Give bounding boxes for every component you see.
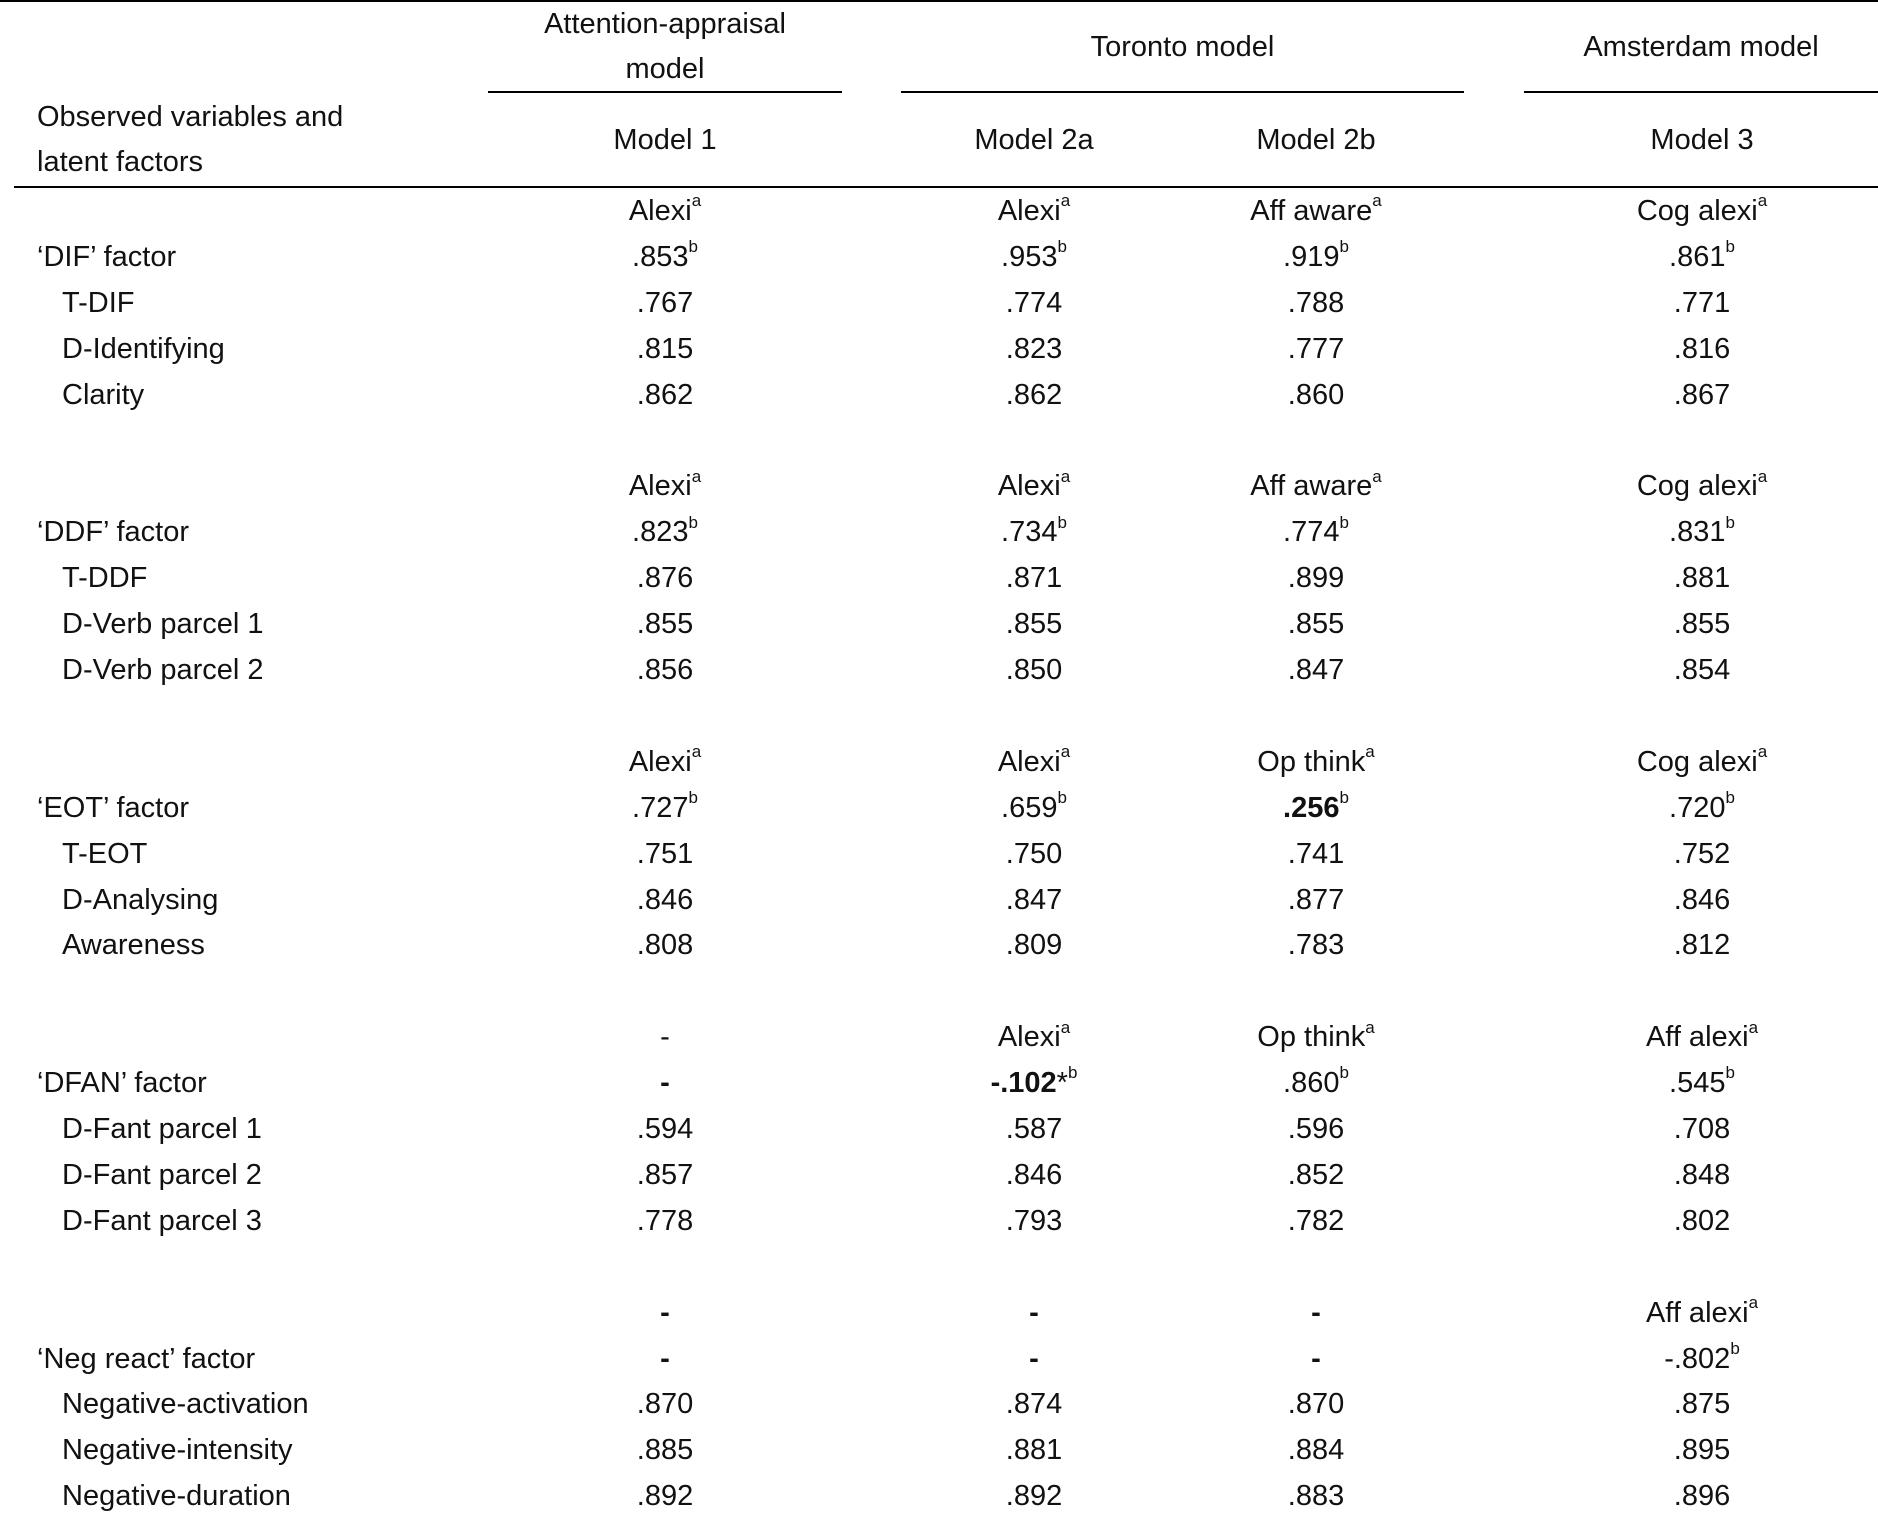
loading-value [637, 922, 693, 968]
cell-value: .855 [1287, 608, 1345, 641]
loading-value [1288, 326, 1344, 372]
loading-value [1006, 1427, 1062, 1473]
row-label-header-line: latent factors [37, 146, 204, 178]
factor-loading [1669, 234, 1735, 280]
footnote-marker: a [1060, 191, 1071, 211]
loading-value [1288, 280, 1344, 326]
variable-label: Negative-duration [62, 1480, 291, 1513]
loading-value [1288, 1427, 1344, 1473]
footnote-marker: a [1365, 742, 1375, 762]
group-label-line: Toronto model [1090, 31, 1275, 63]
loading-value [637, 1152, 693, 1198]
cell-value: .852 [1287, 1158, 1345, 1191]
cell-value: .896 [1673, 1480, 1731, 1513]
cell-value: Alexi [997, 1021, 1061, 1054]
factor-loading [1001, 509, 1067, 555]
loading-value [637, 831, 693, 877]
cell-value: .899 [1287, 562, 1345, 595]
factor-loading [1664, 1336, 1740, 1382]
cell-value: .587 [1005, 1113, 1063, 1145]
footnote-marker: a [1757, 191, 1768, 211]
cell-value: Aff aware [1250, 195, 1373, 227]
variable-label: D-Verb parcel 2 [62, 654, 264, 686]
loading-value [637, 647, 693, 693]
footnote-marker: a [691, 191, 702, 211]
loading-value [1674, 1427, 1730, 1473]
cell-value: .751 [636, 837, 694, 870]
loading-value [1288, 647, 1344, 693]
cell-value: .812 [1673, 929, 1731, 962]
cell-value: Alexi [997, 195, 1061, 227]
factor-name [998, 1014, 1070, 1060]
variable-label: T-DIF [62, 286, 135, 319]
factor-name [660, 1014, 670, 1060]
loading-value [1006, 280, 1062, 326]
cell-value: .861 [1669, 240, 1726, 273]
factor-loading [1283, 509, 1349, 555]
footnote-marker: b [1339, 1063, 1349, 1083]
cell-value: .823 [1005, 332, 1063, 365]
loading-value [1288, 922, 1344, 968]
cell-value: .727 [632, 791, 689, 824]
cell-value: Cog alexi [1636, 745, 1758, 778]
cell-value: .847 [1005, 883, 1063, 916]
factor-name [998, 188, 1070, 234]
cell-value: - [660, 1296, 670, 1329]
cell-value: .855 [1673, 608, 1731, 641]
cell-value: Alexi [997, 470, 1061, 503]
loading-value [1288, 555, 1344, 601]
loading-value [1674, 877, 1730, 923]
loading-value [1288, 1198, 1344, 1244]
footnote-marker: a [1060, 742, 1071, 762]
cell-value: .855 [1005, 608, 1063, 641]
significance-marker: * [1056, 1067, 1068, 1100]
loading-value [1674, 555, 1730, 601]
cell-value: .774 [1005, 286, 1063, 319]
cell-value: .816 [1673, 332, 1731, 365]
factor-name [1646, 1014, 1758, 1060]
loading-value [1674, 1198, 1730, 1244]
group-underline [488, 91, 842, 93]
loading-value [1674, 1106, 1730, 1152]
cell-value: .847 [1287, 654, 1345, 686]
factor-name [1250, 188, 1381, 234]
footnote-marker: a [1748, 1292, 1759, 1312]
cell-value: .885 [636, 1434, 694, 1467]
variable-label: Negative-intensity [62, 1434, 293, 1467]
footnote-marker: a [691, 466, 702, 486]
model-header: Model 2b [1256, 124, 1376, 156]
factor-loading [1311, 1336, 1321, 1382]
loading-value [637, 601, 693, 647]
loading-value [637, 1106, 693, 1152]
footnote-marker: a [1365, 1017, 1375, 1037]
footnote-marker: a [1060, 1017, 1071, 1037]
footnote-marker: b [1725, 1063, 1735, 1083]
cell-value: Alexi [628, 470, 692, 503]
cell-value: - [1311, 1342, 1321, 1375]
cell-value: - [1311, 1296, 1321, 1329]
loading-value [637, 1427, 693, 1473]
footnote-marker: a [1060, 466, 1071, 486]
cell-value: .777 [1287, 332, 1345, 365]
cell-value: - [1029, 1296, 1039, 1329]
cell-value: .767 [636, 286, 694, 319]
cell-value: Alexi [628, 745, 692, 778]
cell-value: .892 [636, 1480, 694, 1513]
footnote-marker: b [1725, 512, 1735, 532]
variable-label: D-Analysing [62, 883, 219, 916]
group-underline [1524, 91, 1878, 93]
factor-name [629, 463, 701, 509]
footnote-marker: a [1757, 466, 1768, 486]
factor-name [629, 739, 701, 785]
cell-value: .892 [1005, 1480, 1063, 1513]
cell-value: .877 [1287, 883, 1345, 916]
factor-loading [632, 785, 698, 831]
cell-value: .808 [636, 929, 694, 962]
cell-value: - [660, 1067, 670, 1100]
cell-value: .815 [636, 332, 694, 365]
cell-value: .596 [1287, 1113, 1345, 1145]
cell-value: .883 [1287, 1480, 1345, 1513]
factor-loading [1001, 785, 1067, 831]
cell-value: .823 [632, 516, 689, 549]
cell-value: .884 [1287, 1434, 1345, 1467]
loading-value [1674, 647, 1730, 693]
loading-value [1006, 372, 1062, 418]
group-header-toronto [901, 25, 1464, 70]
loading-value [637, 1473, 693, 1519]
factor-name [1250, 463, 1381, 509]
footnote-marker: b [1057, 788, 1067, 808]
factor-label: ‘DDF’ factor [37, 516, 189, 549]
factor-label: ‘EOT’ factor [37, 791, 190, 824]
cell-value: .848 [1673, 1158, 1731, 1191]
cell-value: .782 [1287, 1204, 1345, 1237]
footnote-marker: b [1339, 788, 1349, 808]
factor-name [629, 188, 701, 234]
cell-value: .870 [636, 1388, 694, 1421]
footnote-marker: b [1067, 1063, 1078, 1083]
cell-value: Aff alexi [1645, 1021, 1749, 1054]
loading-value [1288, 372, 1344, 418]
cell-value: Alexi [997, 745, 1061, 778]
loading-value [1006, 831, 1062, 877]
footnote-marker: a [1372, 466, 1382, 486]
factor-label: ‘Neg react’ factor [37, 1342, 256, 1375]
loading-value [1674, 372, 1730, 418]
cell-value: .846 [636, 883, 694, 916]
row-label-header [37, 95, 343, 185]
cell-value: .895 [1673, 1434, 1731, 1467]
variable-label: Negative-activation [62, 1388, 309, 1421]
factor-name [1029, 1290, 1039, 1336]
cell-value: .953 [1001, 240, 1058, 273]
footnote-marker: b [688, 788, 698, 808]
cell-value: .870 [1287, 1388, 1345, 1421]
loading-value [1674, 1473, 1730, 1519]
loading-value [1288, 877, 1344, 923]
loading-value [637, 326, 693, 372]
loading-value [1674, 1152, 1730, 1198]
factor-loading [1283, 234, 1349, 280]
footnote-marker: a [1757, 742, 1768, 762]
top-rule [0, 0, 1878, 2]
variable-label: D-Fant parcel 2 [62, 1158, 262, 1191]
factor-name [1257, 739, 1374, 785]
loading-value [1674, 1381, 1730, 1427]
cell-value: .793 [1005, 1204, 1063, 1237]
loading-value [637, 1381, 693, 1427]
cell-value: .741 [1287, 837, 1345, 870]
cell-value: Op think [1257, 1021, 1366, 1054]
model-header: Model 1 [613, 124, 717, 156]
cell-value: Aff aware [1250, 470, 1373, 503]
cell-value: .874 [1005, 1388, 1063, 1421]
cell-value: .788 [1287, 286, 1345, 319]
footnote-marker: b [1725, 237, 1735, 257]
loading-value [1006, 647, 1062, 693]
cell-value: Cog alexi [1636, 195, 1758, 227]
cell-value: - [660, 1342, 670, 1375]
model-header: Model 2a [974, 124, 1094, 156]
loading-value [637, 1198, 693, 1244]
model-header: Model 3 [1650, 124, 1754, 156]
loading-value [1288, 1381, 1344, 1427]
cell-value: .875 [1673, 1388, 1731, 1421]
cell-value: .831 [1669, 516, 1726, 549]
cell-value: .855 [636, 608, 694, 641]
cell-value: .809 [1005, 929, 1063, 962]
loading-value [1006, 1106, 1062, 1152]
loading-value [1006, 555, 1062, 601]
loading-value [1006, 326, 1062, 372]
group-header-amsterdam [1524, 25, 1878, 70]
cell-value: .256 [1283, 791, 1340, 824]
factor-loading [1669, 1060, 1735, 1106]
cell-value: .853 [632, 240, 689, 273]
loading-value [1288, 831, 1344, 877]
cell-value: -.802 [1664, 1342, 1731, 1375]
factor-name [1646, 1290, 1758, 1336]
cell-value: .750 [1005, 837, 1063, 870]
cell-value: .860 [1287, 378, 1345, 411]
variable-label: T-EOT [62, 837, 148, 870]
cell-value: .545 [1669, 1067, 1726, 1100]
variable-label: D-Fant parcel 1 [62, 1113, 262, 1145]
loading-value [1006, 922, 1062, 968]
footnote-marker: b [1339, 237, 1349, 257]
group-underline [901, 91, 1464, 93]
factor-loading [991, 1060, 1078, 1106]
cell-value: .778 [636, 1204, 694, 1237]
factor-loading [1001, 234, 1067, 280]
loading-value [1006, 1381, 1062, 1427]
factor-loading [632, 234, 698, 280]
header-rule [14, 186, 1878, 188]
footnote-marker: a [691, 742, 702, 762]
factor-loading [660, 1336, 670, 1382]
factor-loading [632, 509, 698, 555]
factor-name [998, 739, 1070, 785]
variable-label: D-Verb parcel 1 [62, 608, 264, 641]
loading-value [1006, 601, 1062, 647]
cell-value: .708 [1673, 1113, 1731, 1145]
footnote-marker: a [1748, 1017, 1759, 1037]
group-label-line: Amsterdam model [1583, 31, 1819, 63]
cell-value: .867 [1673, 378, 1731, 411]
cell-value: .850 [1005, 654, 1063, 686]
cell-value: .860 [1283, 1067, 1340, 1100]
factor-loading [1283, 785, 1349, 831]
group-header-attention-appraisal [488, 2, 842, 92]
cell-value: .857 [636, 1158, 694, 1191]
footnote-marker: b [1730, 1338, 1740, 1358]
factor-loading [1669, 509, 1735, 555]
cell-value: .771 [1673, 286, 1731, 319]
cell-value: Op think [1257, 745, 1366, 778]
factor-loading [1029, 1336, 1039, 1382]
variable-label: Awareness [62, 929, 205, 962]
factor-name [660, 1290, 670, 1336]
group-label-line: Attention-appraisal [544, 8, 786, 40]
cell-value: .752 [1673, 837, 1731, 870]
factor-loading [1283, 1060, 1349, 1106]
loading-value [1674, 326, 1730, 372]
cell-value: .856 [636, 654, 694, 686]
loading-value [1006, 877, 1062, 923]
cell-value: .659 [1001, 791, 1058, 824]
footnote-marker: b [688, 237, 698, 257]
variable-label: T-DDF [62, 562, 148, 595]
footnote-marker: b [1339, 512, 1349, 532]
cell-value: .720 [1669, 791, 1726, 824]
cell-value: .854 [1673, 654, 1731, 686]
cell-value: .881 [1673, 562, 1731, 595]
cell-value: .846 [1005, 1158, 1063, 1191]
loading-value [1006, 1152, 1062, 1198]
factor-name [998, 463, 1070, 509]
row-label-header-line: Observed variables and [37, 101, 344, 133]
footnote-marker: b [1725, 788, 1735, 808]
loading-value [1288, 1152, 1344, 1198]
loading-value [1674, 601, 1730, 647]
cell-value: .594 [636, 1113, 694, 1145]
cell-value: .881 [1005, 1434, 1063, 1467]
loading-value [637, 372, 693, 418]
loading-value [637, 877, 693, 923]
cell-value: .862 [636, 378, 694, 411]
factor-loading [660, 1060, 670, 1106]
cell-value: .734 [1001, 516, 1058, 549]
cell-value: .846 [1673, 883, 1731, 916]
cell-value: Alexi [628, 195, 692, 227]
cell-value: .862 [1005, 378, 1063, 411]
factor-name [1257, 1014, 1374, 1060]
loading-value [1674, 831, 1730, 877]
cell-value: .783 [1287, 929, 1345, 962]
factor-loading [1669, 785, 1735, 831]
group-label-line: model [625, 53, 705, 85]
cell-value: Aff alexi [1645, 1296, 1749, 1329]
factor-name [1637, 739, 1767, 785]
factor-name [1637, 188, 1767, 234]
loading-value [1006, 1198, 1062, 1244]
loading-value [1674, 922, 1730, 968]
footnote-marker: b [688, 512, 698, 532]
variable-label: D-Identifying [62, 332, 225, 365]
cell-value: .774 [1283, 516, 1340, 549]
variable-label: D-Fant parcel 3 [62, 1204, 262, 1237]
footnote-marker: b [1057, 512, 1067, 532]
cell-value: -.102 [990, 1067, 1057, 1100]
factor-name [1311, 1290, 1321, 1336]
loading-value [1288, 601, 1344, 647]
variable-label: Clarity [62, 378, 145, 411]
loading-value [1288, 1473, 1344, 1519]
loading-value [1288, 1106, 1344, 1152]
footnote-marker: a [1372, 191, 1382, 211]
cell-value: .802 [1673, 1204, 1731, 1237]
loading-value [637, 280, 693, 326]
loading-value [637, 555, 693, 601]
cell-value: - [1029, 1342, 1039, 1375]
cell-value: .919 [1283, 240, 1340, 273]
cell-value: .876 [636, 562, 694, 595]
loading-value [1006, 1473, 1062, 1519]
footnote-marker: b [1057, 237, 1067, 257]
factor-label: ‘DIF’ factor [37, 240, 177, 273]
cell-value: Cog alexi [1636, 470, 1758, 503]
factor-name [1637, 463, 1767, 509]
factor-label: ‘DFAN’ factor [37, 1067, 207, 1100]
cell-value: .871 [1005, 562, 1063, 595]
loading-value [1674, 280, 1730, 326]
cell-value: - [660, 1021, 670, 1054]
